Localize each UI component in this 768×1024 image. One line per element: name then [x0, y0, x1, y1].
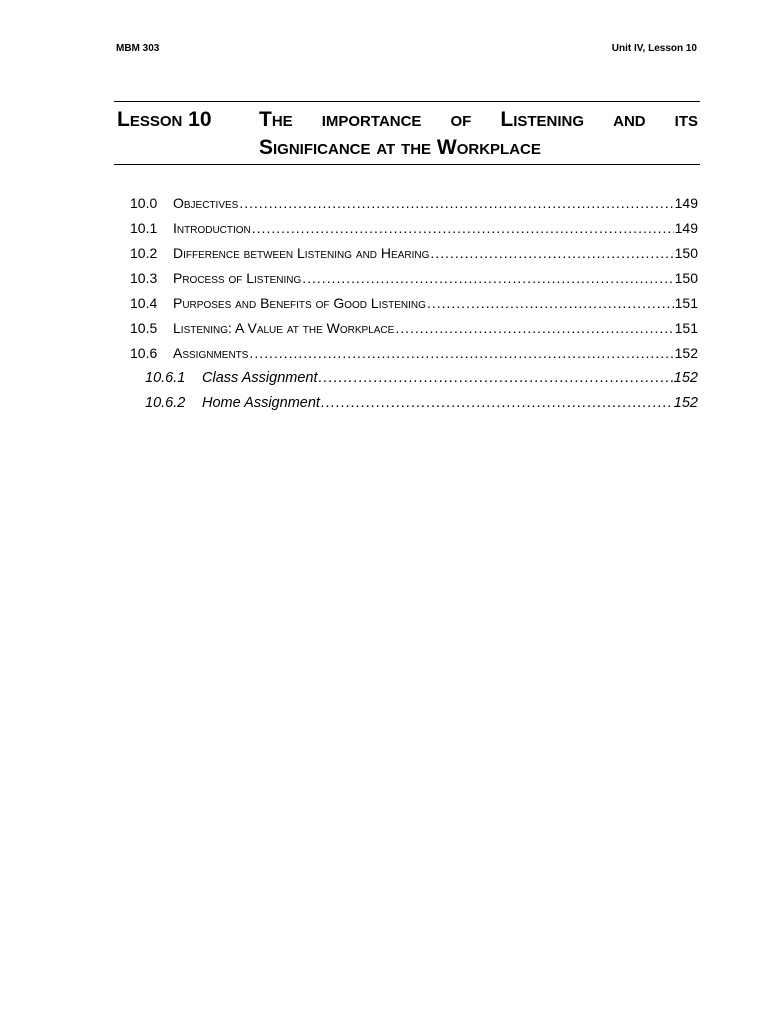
toc-leader-dots	[252, 216, 674, 241]
toc-title: Home Assignment	[202, 395, 320, 411]
course-code: MBM 303	[116, 43, 160, 54]
toc-title: Listening: A Value at the Workplace	[173, 320, 395, 336]
table-of-contents	[130, 191, 698, 416]
toc-entry-purposes[interactable]	[130, 291, 698, 316]
toc-number: 10.0	[130, 195, 158, 211]
lesson-number: Lesson 10	[117, 108, 212, 131]
toc-title: Introduction	[173, 220, 251, 236]
lesson-title: The importance of Listening and its Significance at the Workplace	[259, 108, 698, 159]
toc-leader-dots	[239, 191, 673, 216]
toc-title: Difference between Listening and Hearing	[173, 245, 430, 261]
toc-title: Assignments	[173, 345, 249, 361]
toc-page-number: 152	[673, 395, 698, 411]
toc-page-number: 150	[674, 270, 698, 286]
toc-entry-class-assignment[interactable]	[130, 366, 698, 391]
toc-entry-difference[interactable]	[130, 241, 698, 266]
toc-number: 10.3	[130, 270, 158, 286]
toc-title: Purposes and Benefits of Good Listening	[173, 295, 426, 311]
toc-number: 10.2	[130, 245, 158, 261]
toc-page-number: 149	[674, 195, 698, 211]
toc-leader-dots	[302, 266, 673, 291]
toc-title: Objectives	[173, 195, 239, 211]
toc-entry-objectives[interactable]	[130, 191, 698, 216]
toc-entry-value[interactable]	[130, 316, 698, 341]
toc-leader-dots	[430, 241, 673, 266]
toc-entry-home-assignment[interactable]	[130, 391, 698, 416]
toc-number: 10.6.2	[145, 395, 186, 411]
toc-leader-dots	[319, 366, 673, 391]
toc-page-number: 150	[674, 245, 698, 261]
toc-page-number: 151	[674, 295, 698, 311]
toc-number: 10.1	[130, 220, 158, 236]
toc-page-number: 152	[673, 370, 698, 386]
toc-leader-dots	[249, 341, 673, 366]
toc-number: 10.6.1	[145, 370, 186, 386]
toc-page-number: 149	[674, 220, 698, 236]
toc-page-number: 151	[674, 320, 698, 336]
toc-entry-assignments[interactable]	[130, 341, 698, 366]
toc-entry-introduction[interactable]	[130, 216, 698, 241]
toc-number: 10.6	[130, 345, 158, 361]
page-header	[116, 43, 697, 54]
toc-leader-dots	[427, 291, 674, 316]
unit-lesson-label: Unit IV, Lesson 10	[611, 43, 697, 54]
lesson-title-block	[114, 101, 700, 165]
toc-leader-dots	[321, 391, 673, 416]
toc-title: Class Assignment	[202, 370, 318, 386]
toc-entry-process[interactable]	[130, 266, 698, 291]
toc-number: 10.5	[130, 320, 158, 336]
toc-leader-dots	[395, 316, 673, 341]
toc-title: Process of Listening	[173, 270, 302, 286]
toc-number: 10.4	[130, 295, 158, 311]
toc-page-number: 152	[674, 345, 698, 361]
